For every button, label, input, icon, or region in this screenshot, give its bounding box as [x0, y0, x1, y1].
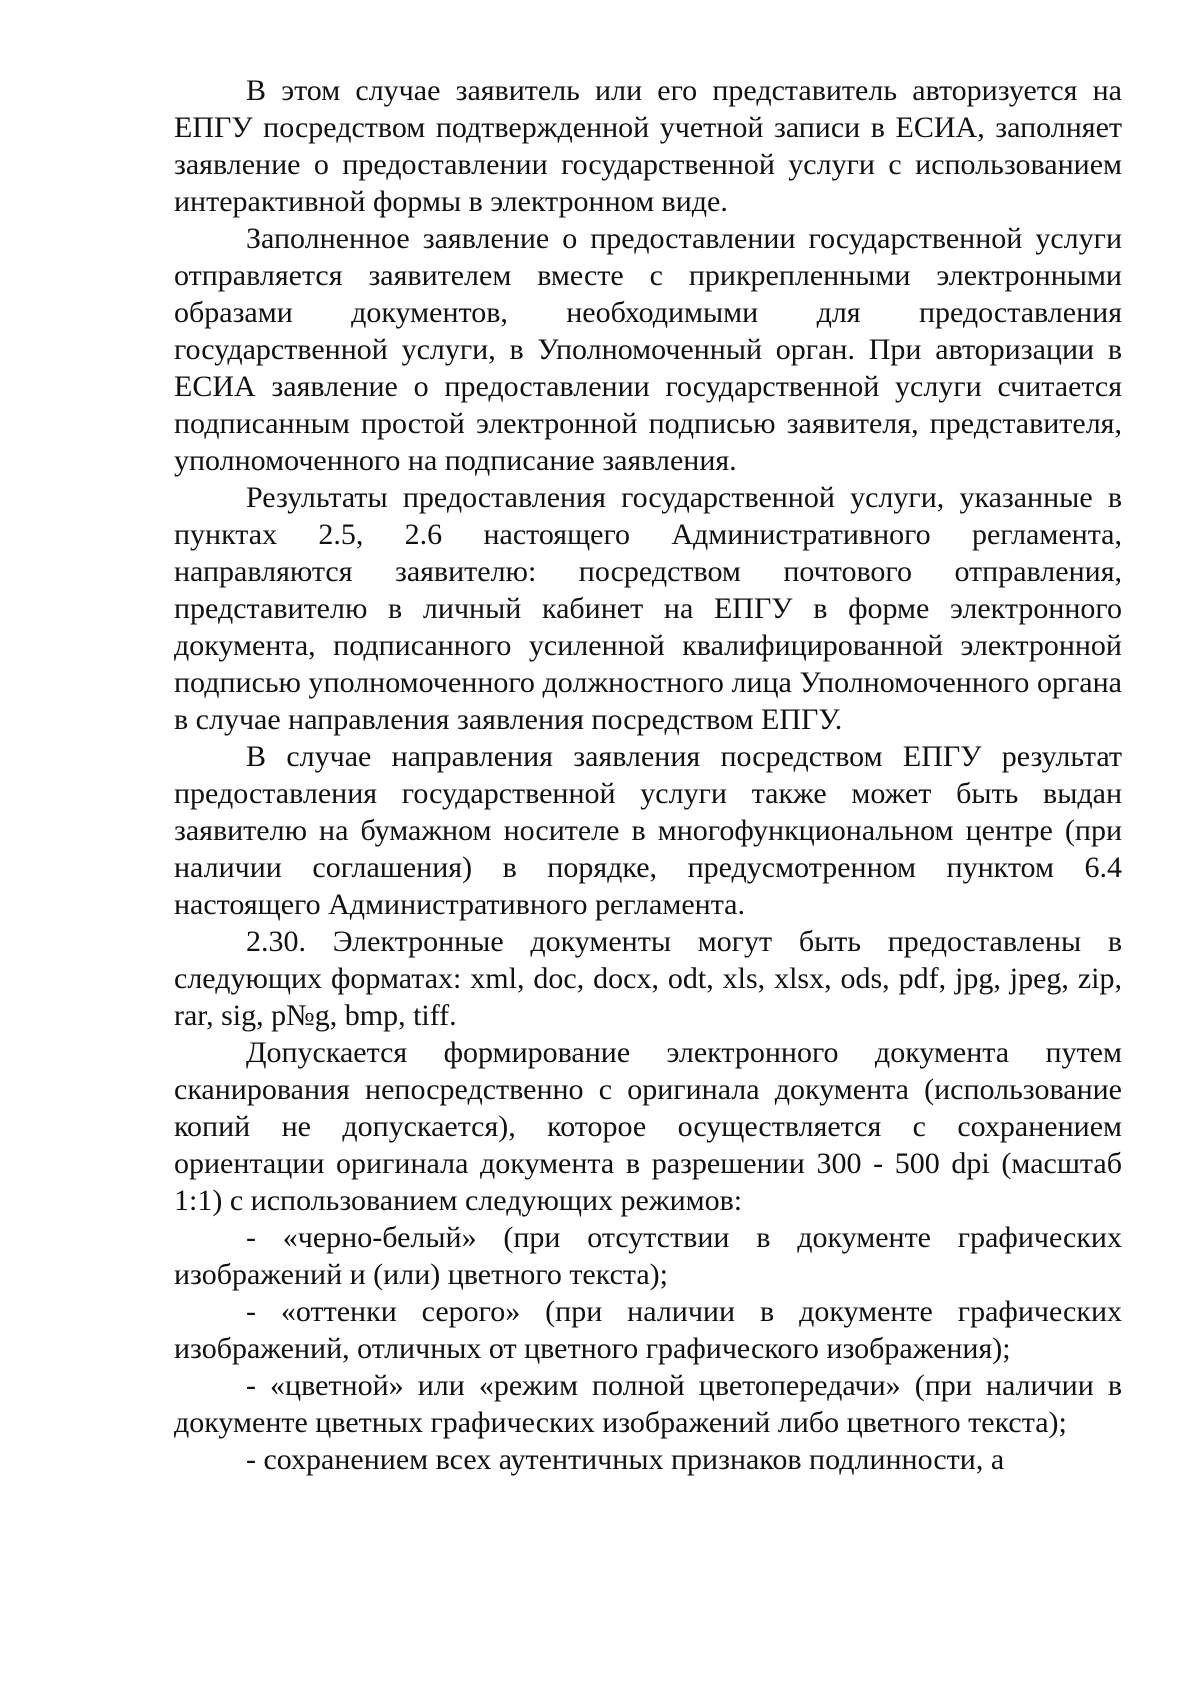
paragraph-epgu-authorization: В этом случае заявитель или его представитель авторизуется на ЕПГУ посредством подтвержденной учетной записи в ЕСИА, заполняет заявление о предоставлении государственной услуги с использованием интерактивной формы в электронном виде. [174, 74, 1122, 218]
paragraph-service-results: Результаты предоставления государственной услуги, указанные в пунктах 2.5, 2.6 настоящего Административного регламента, направляются заявителю: посредством почтового отправления, представителю в личный кабинет на ЕПГУ в форме электронного документа, подписанного усиленной квалифицированной электронной подписью уполномоченного должностного лица Уполномоченного органа в случае направления заявления посредством ЕПГУ. [174, 481, 1122, 736]
list-item-grayscale-mode: - «оттенки серого» (при наличии в документе графических изображений, отличных от цветного графического изображения); [174, 1295, 1122, 1365]
paragraph-scanning-rules: Допускается формирование электронного документа путем сканирования непосредственно с оригинала документа (использование копий не допускается), которое осуществляется с сохранением ориентации оригинала документа в разрешении 300 - 500 dpi (масштаб 1:1) с использованием следующих режимов: [174, 1036, 1122, 1217]
paragraph-paper-result: В случае направления заявления посредством ЕПГУ результат предоставления государственной услуги также может быть выдан заявителю на бумажном носителе в многофункциональном центре (при наличии соглашения) в порядке, предусмотренном пунктом 6.4 настоящего Административного регламента. [174, 740, 1122, 921]
list-item-authenticity-signs: - сохранением всех аутентичных признаков подлинности, а [246, 1443, 1005, 1476]
paragraph-application-submission: Заполненное заявление о предоставлении государственной услуги отправляется заявителем вместе с прикрепленными электронными образами документов, необходимыми для предоставления государственной услуги, в Уполномоченный орган. При авторизации в ЕСИА заявление о предоставлении государственной услуги считается подписанным простой электронной подписью заявителя, представителя, уполномоченного на подписание заявления. [174, 222, 1122, 477]
list-item-black-white-mode: - «черно-белый» (при отсутствии в документе графических изображений и (или) цветного текста); [174, 1221, 1122, 1291]
paragraph-file-formats: 2.30. Электронные документы могут быть предоставлены в следующих форматах: xml, doc, docx, odt, xls, xlsx, ods, pdf, jpg, jpeg, zip, rar, sig, p№g, bmp, tiff. [174, 925, 1122, 1032]
list-item-color-mode: - «цветной» или «режим полной цветопередачи» (при наличии в документе цветных графических изображений либо цветного текста); [174, 1369, 1122, 1439]
document-page [174, 72, 1122, 1478]
